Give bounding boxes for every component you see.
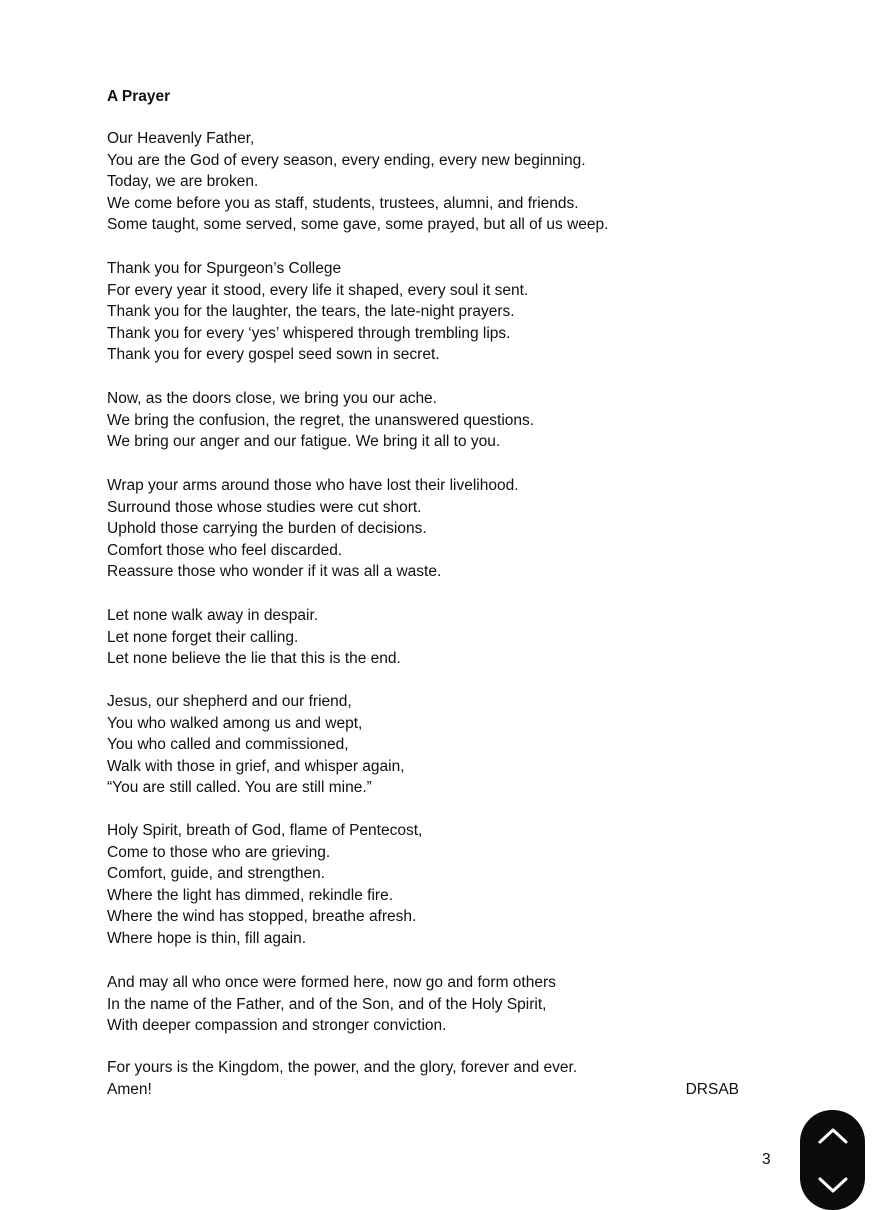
prayer-line: Reassure those who wonder if it was all a waste. xyxy=(107,563,442,581)
prayer-line: And may all who once were formed here, now go and form others xyxy=(107,974,556,991)
prayer-line: Thank you for the laughter, the tears, the late-night prayers. xyxy=(107,303,515,321)
stanza-petition xyxy=(107,605,401,670)
prayer-line: Jesus, our shepherd and our friend, xyxy=(107,693,352,710)
prayer-line: Uphold those carrying the burden of decisions. xyxy=(107,520,427,538)
prayer-line: You who called and commissioned, xyxy=(107,736,349,754)
prayer-line: We bring the confusion, the regret, the unanswered questions. xyxy=(107,411,535,429)
stanza-jesus xyxy=(107,691,405,799)
prayer-line: In the name of the Father, and of the Son, and of the Holy Spirit, xyxy=(107,995,547,1013)
prayer-line: Some taught, some served, some gave, some prayed, but all of us weep. xyxy=(107,216,609,234)
prayer-line: Now, as the doors close, we bring you our ache. xyxy=(107,390,437,407)
prayer-line: Holy Spirit, breath of God, flame of Pentecost, xyxy=(107,822,423,839)
prayer-line: “You are still called. You are still mine.” xyxy=(107,779,372,797)
prayer-line: Wrap your arms around those who have lost their livelihood. xyxy=(107,477,519,494)
prayer-line: Comfort those who feel discarded. xyxy=(107,541,343,559)
prayer-line: Thank you for Spurgeon’s College xyxy=(107,260,342,277)
chevron-down-icon xyxy=(816,1175,850,1195)
prayer-line: For every year it stood, every life it shaped, every soul it sent. xyxy=(107,281,529,299)
closing-amen: Amen! xyxy=(107,1081,152,1098)
author-signature: DRSAB xyxy=(685,1081,739,1098)
prayer-line: Where the light has dimmed, rekindle fire. xyxy=(107,886,394,904)
prayer-line: Let none walk away in despair. xyxy=(107,607,319,624)
stanza-holy-spirit xyxy=(107,820,422,950)
prayer-line: We come before you as staff, students, trustees, alumni, and friends. xyxy=(107,194,579,212)
prayer-line: Walk with those in grief, and whisper again, xyxy=(107,757,405,775)
prayer-line: Thank you for every gospel seed sown in secret. xyxy=(107,346,440,364)
prayer-line: Today, we are broken. xyxy=(107,173,259,191)
scroll-up-button[interactable] xyxy=(800,1112,865,1157)
prayer-line: Where hope is thin, fill again. xyxy=(107,929,307,947)
page-number: 3 xyxy=(762,1151,771,1168)
prayer-line: Surround those whose studies were cut short. xyxy=(107,498,422,516)
stanza-thanksgiving xyxy=(107,258,528,366)
prayer-line: Come to those who are grieving. xyxy=(107,843,331,861)
document-title: A Prayer xyxy=(107,88,171,105)
prayer-line: You are the God of every season, every ending, every new beginning. xyxy=(107,151,586,169)
prayer-line: For yours is the Kingdom, the power, and the glory, forever and ever. xyxy=(107,1059,578,1076)
prayer-line: You who walked among us and wept, xyxy=(107,714,363,732)
prayer-line: Thank you for every ‘yes’ whispered through trembling lips. xyxy=(107,324,511,342)
page-scroll-control xyxy=(800,1110,865,1210)
stanza-intercession xyxy=(107,475,519,583)
stanza-opening xyxy=(107,128,608,236)
prayer-line: Where the wind has stopped, breathe afresh. xyxy=(107,908,417,926)
closing-row xyxy=(107,1079,747,1101)
prayer-line: With deeper compassion and stronger conviction. xyxy=(107,1017,447,1035)
stanza-sending xyxy=(107,972,556,1037)
prayer-line: Let none believe the lie that this is the end. xyxy=(107,650,401,668)
stanza-lament xyxy=(107,388,534,453)
prayer-line: Our Heavenly Father, xyxy=(107,130,255,147)
scroll-down-button[interactable] xyxy=(800,1162,865,1207)
prayer-line: Let none forget their calling. xyxy=(107,628,299,646)
stanza-doxology xyxy=(107,1057,577,1079)
prayer-line: Comfort, guide, and strengthen. xyxy=(107,865,325,883)
chevron-up-icon xyxy=(816,1125,850,1145)
prayer-line: We bring our anger and our fatigue. We bring it all to you. xyxy=(107,433,501,451)
